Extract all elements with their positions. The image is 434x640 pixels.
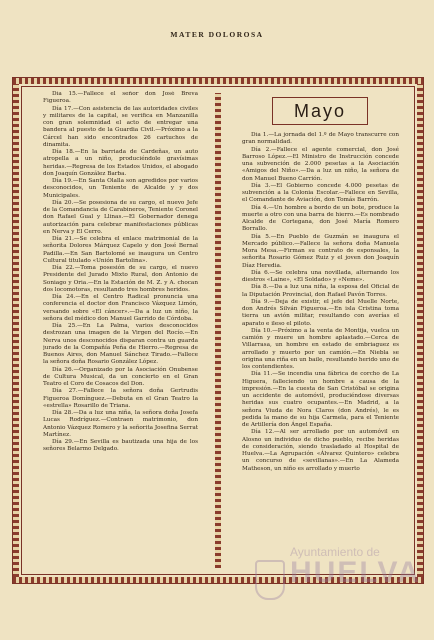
entry-paragraph: Día 27.—Fallece la señora doña Gertrudis Figueroa Domínguez.—Debuta en el Gran Teatro la «estrella» Rosarillo de Triana. <box>43 388 198 409</box>
right-column <box>242 132 399 570</box>
entry-paragraph: Día 29.—En Sevilla es bautizada una hija de los señores Belarmo Delgado. <box>43 439 198 453</box>
entry-paragraph: Día 24.—En el Centro Radical pronuncia una conferencia el doctor don Francisco Vázquez Limón, versando sobre «El cáncer».—Da a luz un niño, la señora del médico don Manuel Garrido de Córdoba. <box>43 294 198 322</box>
entry-paragraph: Día 2.—Fallece el agente comercial, don José Barroso López.—El Ministro de Instrucción concede una subvención de 2.000 pesetas a la Asociación «Amigos del Niño».—Da a luz un niño, la señora de don Manuel Bueno Carrión. <box>242 146 399 182</box>
left-column <box>43 91 198 570</box>
entry-paragraph: Día 12.—Al ser arrollado por un automóvil en Alosno un individuo de dicho pueblo, recibe heridas de consideración, siendo trasladado al Hospital de Huelva.—La Agrupación «Álvarez Quintero» celebra un concurso de «sevillanas».—En La Alameda Matheson, un niño es arrollado y muerto <box>242 429 399 472</box>
entry-paragraph: Día 17.—Con asistencia de las autoridades civiles y militares de la capital, se verifica en Manzanilla con gran solemnidad el acto de entregar una bandera al puesto de la Guardia Civil.—Próximo a la Cárcel han sido encontrados 26 cartuchos de dinamita. <box>43 105 198 148</box>
entry-paragraph: Día 21.—Se celebra el enlace matrimonial de la señorita Dolores Márquez Capelo y don José Bernal Padilla.—En San Bartolomé se inaugura un Centro Cultural titulado «Unión Bartolina». <box>43 236 198 264</box>
entry-paragraph: Día 26.—Organizado por la Asociación Onubense de Cultura Musical, da un concierto en el Gran Teatro el Coro de Cosacos del Don. <box>43 366 198 387</box>
entry-paragraph: Día 22.—Toma posesión de su cargo, el nuevo Presidente del Jurado Mixto Rural, don Antonio de Soniago y Oria.—En la Estación de M. Z. y A. chocan dos locomotoras, resultando tres hombres heridos. <box>43 265 198 293</box>
entry-paragraph: Día 20.—Se posesiona de su cargo, el nuevo Jefe de la Comandancia de Carabineros, Teniente Coronel don Rafael Gual y Llinas.—El Gobernador denega autorización para celebrar manifestaciones públicas en Nerva y El Cerro. <box>43 199 198 235</box>
entry-paragraph: Día 18.—En la barriada de Cardeñas, un auto atropella a un niño, produciéndole gravísimas heridas.—Regresa de los Estados Unidos, el abogado don Joaquín González Barba. <box>43 149 198 177</box>
entry-paragraph: Día 11.—Se incendia una fábrica de corcho de La Higuera, falleciendo un hombre a causa de la impresión.—En la cuesta de San Cristóbal se origina un accidente de automóvil, produciéndose diversas heridas sus cuatro ocupantes.—En Madrid, a la señora Viuda de Nora Claros (don Andrés), le es pedida la mano de su hija Carmela, para el Teniente de Artillería don Ángel España. <box>242 371 399 428</box>
column-divider <box>215 93 221 568</box>
inner-frame <box>21 86 415 575</box>
entry-paragraph: Día 25.—En La Palma, varios desconocidos destrozan una imagen de la Virgen del Rocío.—En Nerva unos desconocidos disparan contra un guarda jurado de la Compañía Peña de Hierro.—Regresa de Buenos Aires, don Manuel Sánchez Tirado.—Fallece la señora doña Rosario González López. <box>43 323 198 366</box>
page-header: MATER DOLOROSA <box>170 30 264 39</box>
entry-paragraph: Día 1.—La jornada del 1.º de Mayo transcurre con gran normalidad. <box>242 132 399 146</box>
month-title: Mayo <box>293 100 346 121</box>
watermark-line-2: HUELVA <box>290 556 421 589</box>
ornamental-frame <box>12 77 424 584</box>
watermark-seal-icon <box>255 560 285 600</box>
entry-paragraph: Día 5.—En Pueblo de Guzmán se inaugura el Mercado público.—Fallece la señora doña Manuela Mora Mesa.—Firman su contrato de esponsales, la señorita Rosario Gómez Ruiz y el joven don Joaquín Díaz Heredia. <box>242 233 399 269</box>
watermark <box>290 545 421 587</box>
entry-paragraph: Día 15.—Fallece el señor don José Breva Figueroa. <box>43 91 198 105</box>
entry-paragraph: Día 4.—Un hombre a bordo de un bote, produce la muerte a otro con una barra de hierro.—Es nombrado Alcalde de Cortegana, don José María Romero Borrallo. <box>242 204 399 233</box>
entry-paragraph: Día 8.—Da a luz una niña, la esposa del Oficial de la Diputación Provincial, don Rafael Pavón Torres. <box>242 284 399 298</box>
watermark-line-1: Ayuntamiento de <box>290 545 380 559</box>
entry-paragraph: Día 6.—Se celebra una novillada, alternando los diestros «Laine», «El Soldado» y «Neme». <box>242 269 399 283</box>
entry-paragraph: Día 19.—En Santa Olalla son agredidos por varios desconocidos, un Teniente de Alcalde y y dos Municipales. <box>43 178 198 199</box>
entry-paragraph: Día 9.—Deja de existir, el jefe del Muelle Norte, don Andrés Silván Figueroa.—En isla Cristina toma tierra un avión militar, resultando con averías el aparato e ileso el piloto. <box>242 298 399 327</box>
entry-paragraph: Día 10.—Próximo a la venta de Montija, vuelca un camión y muere un hombre aplastado.—Cerca de Villarrasa, un hombre en estado de embriaguez es arrollado y muerto por un camión.—En Niebla se origina una riña en un baile, resultando herido uno de los contendientes. <box>242 327 399 370</box>
entry-paragraph: Día 28.—Da a luz una niña, la señora doña Josefa Lucas Rodríguez.—Contraen matrimonio, don Antonio Vázquez Romero y la señorita Josefina Serrat Martínez. <box>43 410 198 438</box>
month-heading-box <box>272 97 368 125</box>
entry-paragraph: Día 3.—El Gobierno concede 4.000 pesetas de subvención a la Colonia Escolar.—Fallece en Sevilla, el Comandante de Aviación, don Tomás Barrón. <box>242 182 399 204</box>
